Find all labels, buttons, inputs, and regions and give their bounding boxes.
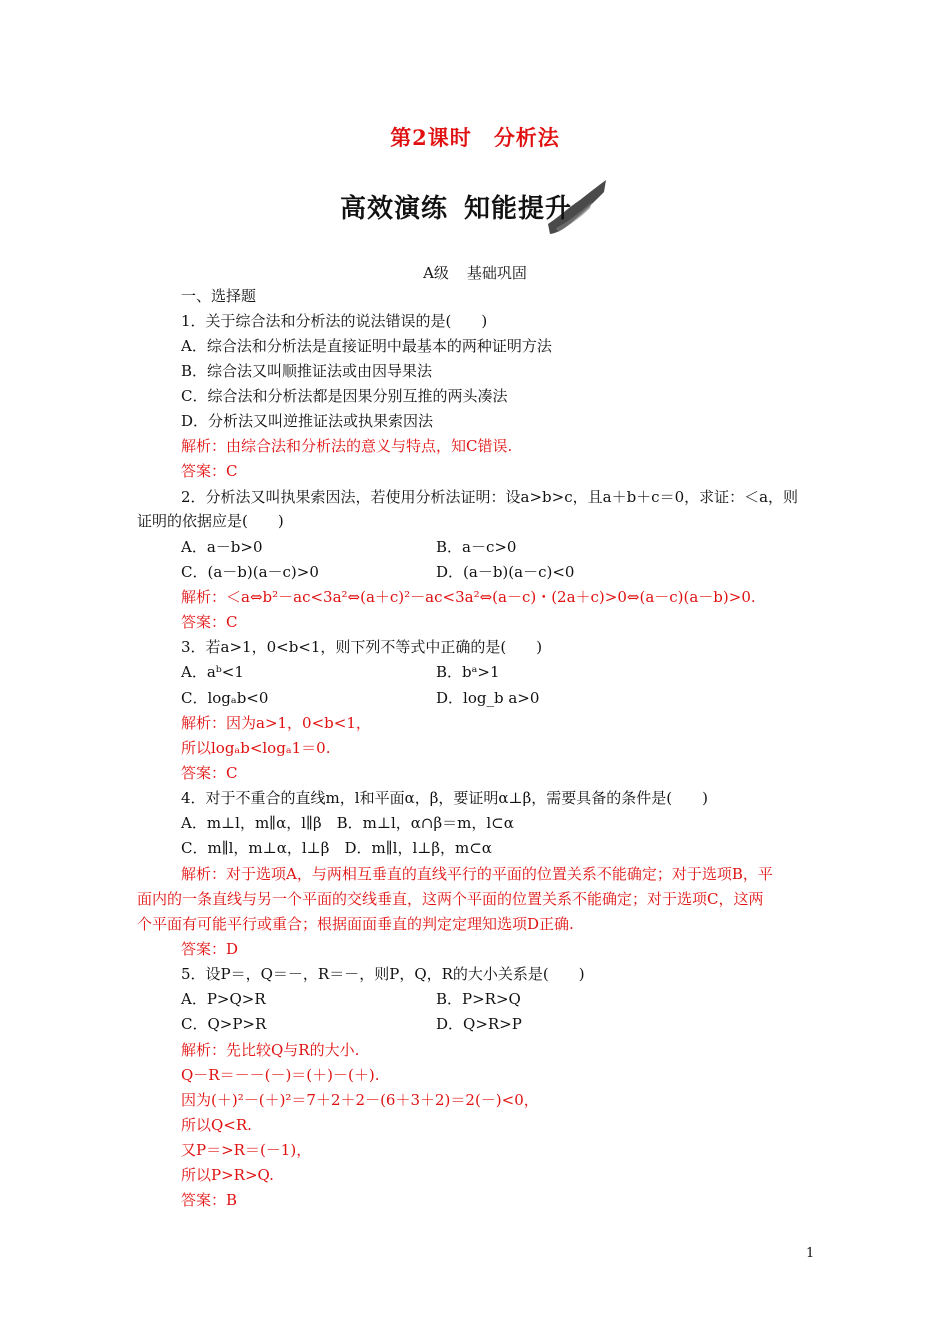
page-number: 1 [806, 1246, 815, 1261]
q1-option-c: C．综合法和分析法都是因果分别互推的两头凑法 [181, 387, 508, 405]
q2-stem-line2: 证明的依据应是( ) [137, 512, 284, 530]
q4-answer: 答案：D [181, 940, 239, 958]
q1-stem: 1．关于综合法和分析法的说法错误的是( ) [181, 312, 488, 330]
q2-option-b: B．a－c>0 [436, 538, 517, 556]
q1-analysis: 解析：由综合法和分析法的意义与特点，知C错误. [181, 437, 513, 455]
topic-label: 分析法 [493, 125, 560, 150]
q4-options-cd: C．m∥l，m⊥α，l⊥β D．m∥l，l⊥β，m⊂α [181, 839, 492, 857]
q5-analysis-line6: 所以P>R>Q. [181, 1166, 274, 1184]
q3-answer: 答案：C [181, 764, 238, 782]
q1-option-d: D．分析法又叫逆推证法或执果索因法 [181, 412, 434, 430]
q2-answer: 答案：C [181, 613, 238, 631]
q4-stem: 4．对于不重合的直线m，l和平面α，β，要证明α⊥β，需要具备的条件是( ) [181, 789, 708, 807]
q5-analysis-line5: 又P＝>R＝(－1)， [181, 1141, 312, 1159]
q2-option-a: A．a－b>0 [181, 538, 263, 556]
q3-option-d: D．log_b a>0 [436, 689, 540, 707]
q4-analysis-line3: 个平面有可能平行或重合；根据面面垂直的判定定理知选项D正确. [137, 915, 574, 933]
q1-answer: 答案：C [181, 462, 238, 480]
banner [336, 182, 608, 232]
q3-option-a: A．aᵇ<1 [181, 663, 244, 681]
q5-stem: 5．设P＝，Q＝－，R＝－，则P，Q，R的大小关系是( ) [181, 965, 585, 983]
q2-option-d: D．(a－b)(a－c)<0 [436, 563, 575, 581]
q5-option-d: D．Q>R>P [436, 1015, 522, 1033]
q5-analysis-line3: 因为(＋)²－(＋)²＝7＋2＋2－(6＋3＋2)＝2(－)<0， [181, 1091, 539, 1109]
q3-option-b: B．bᵃ>1 [436, 663, 500, 681]
q3-analysis-line2: 所以logₐb<logₐ1＝0. [181, 739, 331, 757]
q4-analysis-line2: 面内的一条直线与另一个平面的交线垂直，这两个平面的位置关系不能确定；对于选项C，这两 [137, 890, 764, 908]
q4-analysis-line1: 解析：对于选项A，与两相互垂直的直线平行的平面的位置关系不能确定；对于选项B，平 [181, 865, 773, 883]
q5-analysis-line4: 所以Q<R. [181, 1116, 252, 1134]
q3-option-c: C．logₐb<0 [181, 689, 269, 707]
q5-analysis-line2: Q－R＝－－(－)＝(＋)－(＋). [181, 1066, 380, 1084]
level-name: 基础巩固 [466, 264, 527, 282]
banner-text-a: 高效演练 [340, 194, 449, 224]
q5-answer: 答案：B [181, 1191, 238, 1209]
q4-options-ab: A．m⊥l，m∥α，l∥β B．m⊥l，α∩β＝m，l⊂α [181, 814, 514, 832]
q3-stem: 3．若a>1，0<b<1，则下列不等式中正确的是( ) [181, 638, 543, 656]
q2-analysis: 解析：＜a⇔b²－ac<3a²⇔(a＋c)²－ac<3a²⇔(a－c)・(2a＋c)>0⇔(a－c)(a－b)>0. [181, 588, 756, 606]
q5-analysis-line1: 解析：先比较Q与R的大小. [181, 1041, 360, 1059]
banner-text-b: 知能提升 [464, 194, 573, 224]
q3-analysis-line1: 解析：因为a>1，0<b<1， [181, 714, 371, 732]
q5-option-c: C．Q>P>R [181, 1015, 267, 1033]
section-heading: 一、选择题 [181, 287, 257, 305]
lesson-label: 第2课时 [390, 125, 472, 150]
page-title [0, 122, 950, 152]
q2-option-c: C．(a－b)(a－c)>0 [181, 563, 319, 581]
q1-option-a: A．综合法和分析法是直接证明中最基本的两种证明方法 [181, 337, 552, 355]
q2-stem-line1: 2．分析法又叫执果索因法，若使用分析法证明：设a>b>c，且a＋b＋c＝0，求证：＜a，则 [181, 488, 799, 506]
q1-option-b: B．综合法又叫顺推证法或由因导果法 [181, 362, 433, 380]
q5-option-b: B．P>R>Q [436, 990, 521, 1008]
q5-option-a: A．P>Q>R [181, 990, 266, 1008]
level-grade: A级 [423, 264, 449, 282]
level-heading [0, 262, 950, 283]
banner-text [340, 188, 572, 225]
